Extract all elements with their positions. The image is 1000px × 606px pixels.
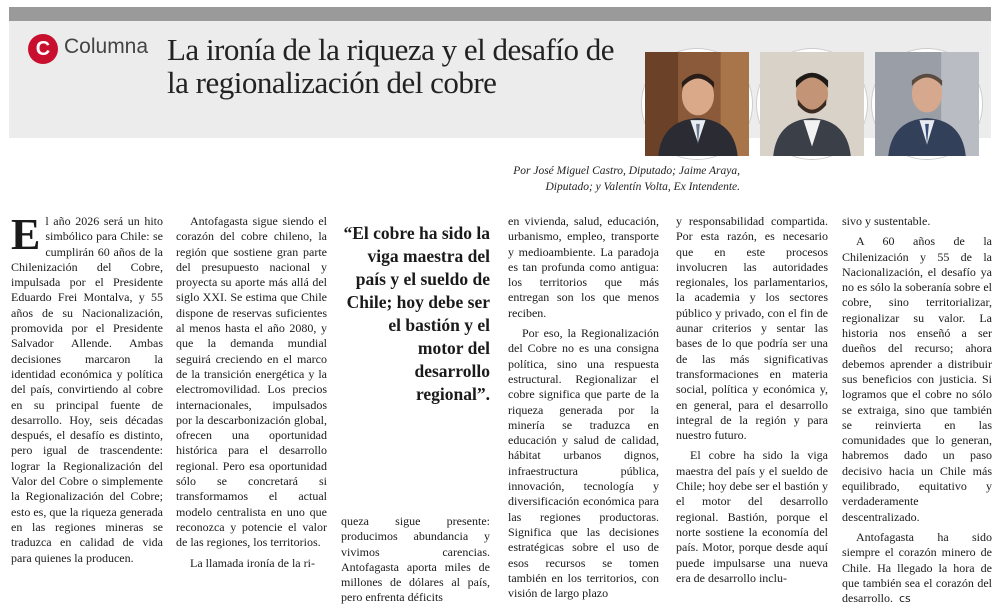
article-column-6 (842, 214, 992, 606)
author-photo-1 (642, 49, 752, 159)
article-column-4 (508, 214, 659, 601)
paragraph-60-anos: A 60 años de la Chilenización y 55 de la Nacionalización, el desafío ya no es sólo la soberanía sobre el cobre, sino territorializar, regionalizar su valor. La historia nos enseñó a ser dueños del recurso; ahora debemos aprender a distribuir sus beneficios con justicia. Si logramos que el cobre no sólo se extraiga, sino que también se reinvierta en las comunidades que lo generan, habremos dado un paso decisivo hacia un Chile más equilibrado, equitativo y verdaderamente descentralizado. (842, 234, 992, 524)
article-column-3 (341, 222, 490, 406)
paragraph-intro: l año 2026 será un hito simbólico para Chile: se cumplirán 60 años de la Chilenización del Cobre, impulsada por el Presidente Eduardo Frei Montalva, y 55 años de su Nacionalización, promovida por el Presidente Salvador Allende. Ambas decisiones marcaron la identidad económica y política del país, convirtiendo al cobre en su principal fuente de desarrollo. Hoy, seis décadas después, el desafío es distinto, pero igual de trascendente: lograr la Regionalización del Valor del Cobre o simplemente la Regionalización del Cobre; esto es, que la riqueza generada en las regiones mineras se traduzca en calidad de vida para quienes la producen. (11, 214, 163, 565)
pull-quote: “El cobre ha sido la viga maestra del país y el sueldo de Chile; hoy debe ser el bastión y el motor del desarrollo regional”. (343, 223, 490, 404)
article-column-2 (176, 214, 327, 571)
author-photo-3 (872, 49, 982, 159)
paragraph-ironia-cont: queza sigue presente: producimos abundancia y vivimos carencias. Antofagasta aporta miles de millones de dólares al país, pero enfrenta déficits (341, 514, 490, 605)
byline (350, 163, 740, 195)
portrait-image-1 (645, 52, 749, 156)
paragraph-deficits: en vivienda, salud, educación, urbanismo, empleo, transporte y medioambiente. La paradoja es tan profunda como antigua: los territorios que más entregan son los que menos reciben. (508, 214, 659, 320)
paragraph-conclusion: Antofagasta ha sido siempre el corazón minero de Chile. Ha llegado la hora de que también sea el corazón del desarrollo. (842, 529, 992, 606)
author-photo-2 (757, 49, 867, 159)
section-label: Columna (64, 35, 149, 58)
byline-line-2: Diputado; y Valentín Volta, Ex Intendente. (545, 181, 740, 193)
paragraph-responsabilidad: y responsabilidad compartida. Por esta razón, es necesario que en este procesos involucren las autoridades regionales, los parlamentarios, la academia y los sectores público y privado, con el fin de aunar criterios y sentar las bases de lo que podría ser una de las más significativas transformaciones en materia social, política y económica y, en general, para el desarrollo integral de la región y para nuestro futuro. (676, 214, 828, 443)
article-column-3-tail (341, 514, 490, 606)
end-mark: cs (898, 592, 911, 606)
drop-cap: E (11, 210, 41, 259)
paragraph-ironia-start: La llamada ironía de la ri- (190, 555, 315, 570)
portrait-image-3 (875, 52, 979, 156)
paragraph-sustentable: sivo y sustentable. (842, 214, 931, 228)
portrait-image-2 (760, 52, 864, 156)
column-logo: C (28, 34, 58, 64)
byline-line-1: Por José Miguel Castro, Diputado; Jaime Araya, (513, 165, 740, 177)
headline: La ironía de la riqueza y el desafío de la regionalización del cobre (167, 32, 614, 100)
paragraph-regionalizacion: Por eso, la Regionalización del Cobre no es una consigna política, sino una respuesta estructural. Regionalizar el cobre significa que parte de la riqueza generada por la minería se traduzca en educación y salud de calidad, hábitat urbanos dignos, infraestructura pública, innovación, tecnología y diversificación económica para las regiones productoras. Significa que las decisiones estratégicas sobre el uso de esos recursos se tomen también en los territorios, con visión de largo plazo (508, 326, 659, 601)
paragraph-antofagasta: Antofagasta sigue siendo el corazón del cobre chileno, la región que sostiene gran parte del presupuesto nacional y proyecta su aporte más allá del siglo XXI. Se estima que Chile dispone de reservas suficientes al menos hasta el año 2080, y que la demanda mundial seguirá creciendo en el marco de la transición energética y la electromovilidad. Los precios internacionales, impulsados por la descarbonización global, ofrecen una oportunidad histórica para el desarrollo regional. Pero esa oportunidad sólo se concretará si transformamos el actual modelo centralista en uno que reconozca y potencie el valor de las regiones, los territorios. (176, 214, 327, 550)
article-column-5 (676, 214, 828, 586)
article-column-1 (11, 210, 163, 566)
paragraph-viga-maestra: El cobre ha sido la viga maestra del país y el sueldo de Chile; hoy debe ser el bastión y el motor del desarrollo regional. Bastión, porque el norte sostiene la economía del país. Motor, porque desde aquí puede impulsarse una nueva era de desarrollo inclu- (676, 448, 828, 585)
top-gray-bar (9, 7, 991, 21)
